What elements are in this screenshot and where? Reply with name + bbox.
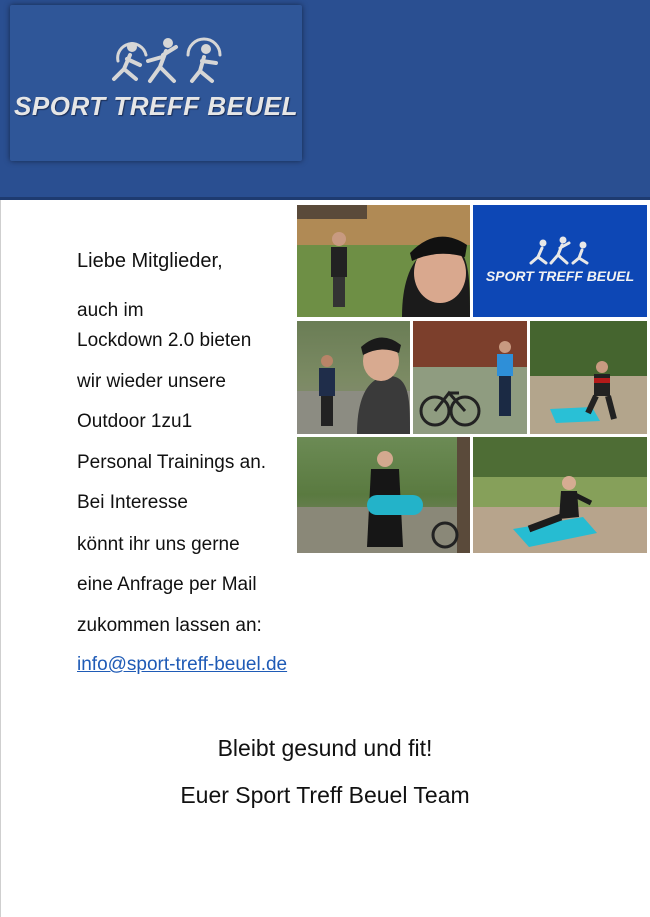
letter-line: Bei Interesse <box>77 492 188 513</box>
logo-tile-athletes-icon <box>473 205 647 317</box>
photo-lunge-mat-image <box>530 321 647 434</box>
logo-tile-wordmark: SPORT TREFF BEUEL <box>485 268 635 284</box>
letter-line: zukommen lassen an: <box>77 615 262 636</box>
photo-stretch-mat-image <box>473 437 647 553</box>
closing-line-1: Bleibt gesund und fit! <box>217 735 433 761</box>
page-edge <box>0 200 1 917</box>
photo-bikes-trainer <box>413 321 527 434</box>
athletes-logo-icon <box>110 35 230 95</box>
photo-two-people-park-image <box>297 321 410 434</box>
photo-lunge-mat <box>530 321 647 434</box>
photo-two-people-park <box>297 321 410 434</box>
letter-line: könnt ihr uns gerne <box>77 534 240 555</box>
photo-stretch-mat <box>473 437 647 553</box>
letter-line: Outdoor 1zu1 <box>77 411 193 432</box>
photo-selfie-park-image <box>297 205 470 317</box>
letter-line: Personal Trainings an. <box>77 452 267 473</box>
photo-woman-with-mat-image <box>297 437 470 553</box>
letter-line: Lockdown 2.0 bieten <box>77 330 252 351</box>
header-banner <box>0 0 650 200</box>
letter-line: eine Anfrage per Mail <box>77 574 257 595</box>
photo-logo-tile <box>473 205 647 317</box>
photo-selfie-park <box>297 205 470 317</box>
logo-wordmark: SPORT TREFF BEUEL <box>14 91 298 121</box>
photo-bikes-trainer-image <box>413 321 527 434</box>
letter-line: wir wieder unsere <box>77 371 226 392</box>
photo-woman-with-mat <box>297 437 470 553</box>
greeting: Liebe Mitglieder, <box>77 250 223 272</box>
closing-line-2: Euer Sport Treff Beuel Team <box>180 782 470 808</box>
letter-line: auch im <box>77 300 144 321</box>
email-link[interactable]: info@sport-treff-beuel.de <box>77 654 288 675</box>
club-logo <box>10 5 302 161</box>
